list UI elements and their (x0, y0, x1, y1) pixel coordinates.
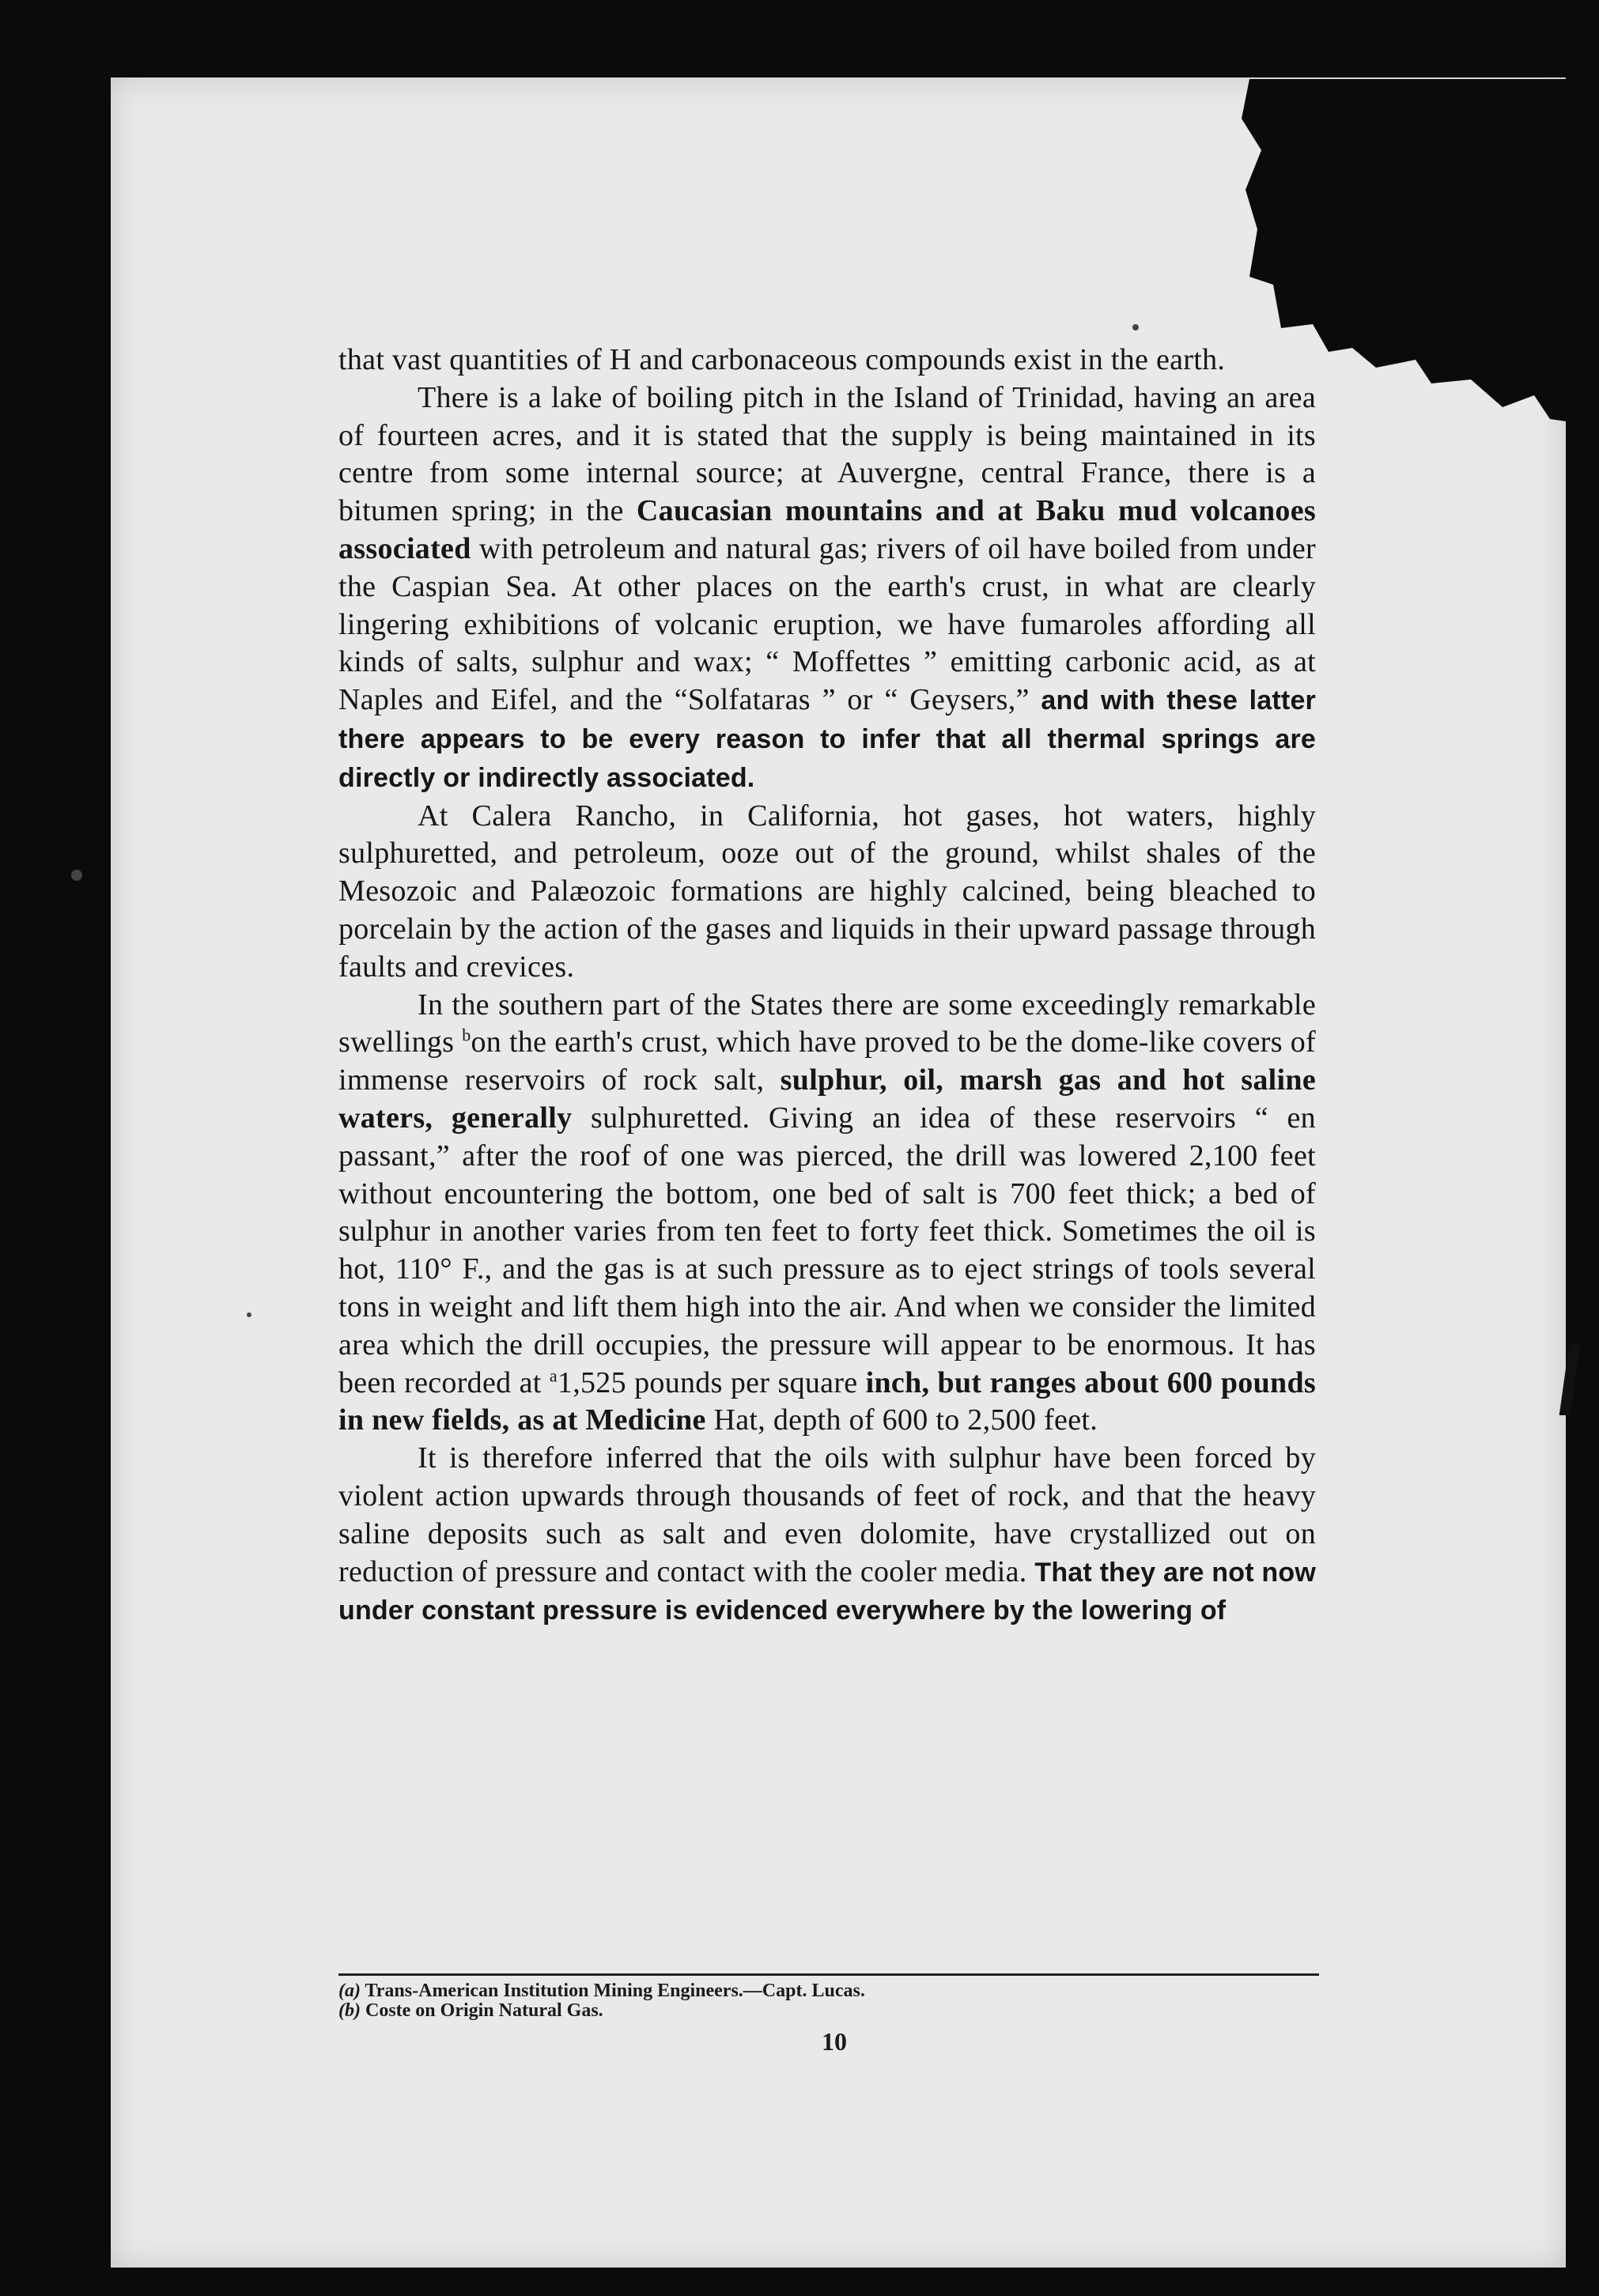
footnote-text: Trans-American Institution Mining Engineers.—Capt. Lucas. (360, 1981, 865, 2001)
footnote (338, 2001, 1319, 2021)
text-segment: on the earth's crust, which have proved to be the dome-like covers of immense reservoirs of rock salt, (338, 1025, 1316, 1097)
text-segment: It is therefore inferred that the oils with sulphur have been forced by violent action upwards through thousands of feet of rock, and that the heavy saline deposits such as salt and even dolomite, have crystallized out on reduction of pressure and contact with the cooler media. (338, 1441, 1316, 1588)
text-segment: that vast quantities of H and carbonaceous compounds exist in the earth. (338, 343, 1226, 376)
text-segment: That they are not now under constant pressure is evidenced everywhere by the lowering of (338, 1557, 1316, 1626)
footnote-mark: (a) (338, 1981, 361, 2001)
speck (247, 1312, 251, 1317)
speck (1132, 324, 1139, 330)
footnote-mark: (b) (338, 2000, 361, 2021)
footnote-reference: a (549, 1365, 558, 1385)
paragraph (338, 798, 1316, 987)
footnotes (338, 1981, 1319, 2021)
text-segment: At Calera Rancho, in California, hot gases, hot waters, highly sulphuretted, and petroleum, ooze out of the ground, whilst shales of the Mesozoic and Palæozoic formations are highly calcined, being bleached to porcelain by the action of the gases and liquids in their upward passage through faults and crevices. (338, 799, 1316, 984)
text-segment: sulphur, oil, marsh gas and hot saline waters, generally (338, 1063, 1316, 1135)
footnote-reference: b (462, 1025, 471, 1045)
text-segment: In the southern part of the States there are some exceedingly remarkable swellings (338, 988, 1316, 1059)
footnote (338, 1981, 1319, 2001)
paragraph (338, 1440, 1316, 1630)
text-segment: Hat, depth of 600 to 2,500 feet. (705, 1403, 1098, 1437)
paragraph (338, 342, 1316, 380)
text-segment: with petroleum and natural gas; rivers of oil have boiled from under the Caspian Sea. At other places on the earth's crust, in what are clearly lingering exhibitions of volcanic eruption, we have fumaroles affording all kinds of salts, sulphur and wax; “ Moffettes ” emitting carbonic acid, as at Naples and Eifel, and the “Solfataras ” or “ Geysers,” (338, 531, 1316, 717)
text-segment: inch, but ranges about 600 pounds in new fields, as at Medicine (338, 1365, 1316, 1437)
paragraph (338, 380, 1316, 798)
text-segment: and with these latter there appears to be every reason to infer that all thermal springs are directly or indirectly associated. (338, 685, 1316, 793)
text-segment: sulphuretted. Giving an idea of these reservoirs “ en passant,” after the roof of one was pierced, the drill was lowered 2,100 feet without encountering the bottom, one bed of salt is 700 feet thick; a bed of sulphur in another varies from ten feet to forty feet thick. Sometimes the oil is hot, 110° F., and the gas is at such pressure as to eject strings of tools several tons in weight and lift them high into the air. And when we consider the limited area which the drill occupies, the pressure will appear to be enormous. It has been recorded at (338, 1101, 1316, 1399)
footnote-rule (338, 1973, 1319, 1976)
speck (71, 870, 82, 881)
page-number: 10 (822, 2027, 847, 2056)
footnote-text: Coste on Origin Natural Gas. (360, 2000, 603, 2021)
text-segment: Caucasian mountains and at Baku mud volcanoes associated (338, 494, 1316, 565)
body-text (338, 342, 1316, 1630)
text-segment: There is a lake of boiling pitch in the Island of Trinidad, having an area of fourteen acres, and it is stated that the supply is being maintained in its centre from some internal source; at Auvergne, central France, there is a bitumen spring; in the (338, 380, 1316, 528)
paragraph (338, 987, 1316, 1441)
text-segment: 1,525 pounds per square (557, 1365, 866, 1399)
